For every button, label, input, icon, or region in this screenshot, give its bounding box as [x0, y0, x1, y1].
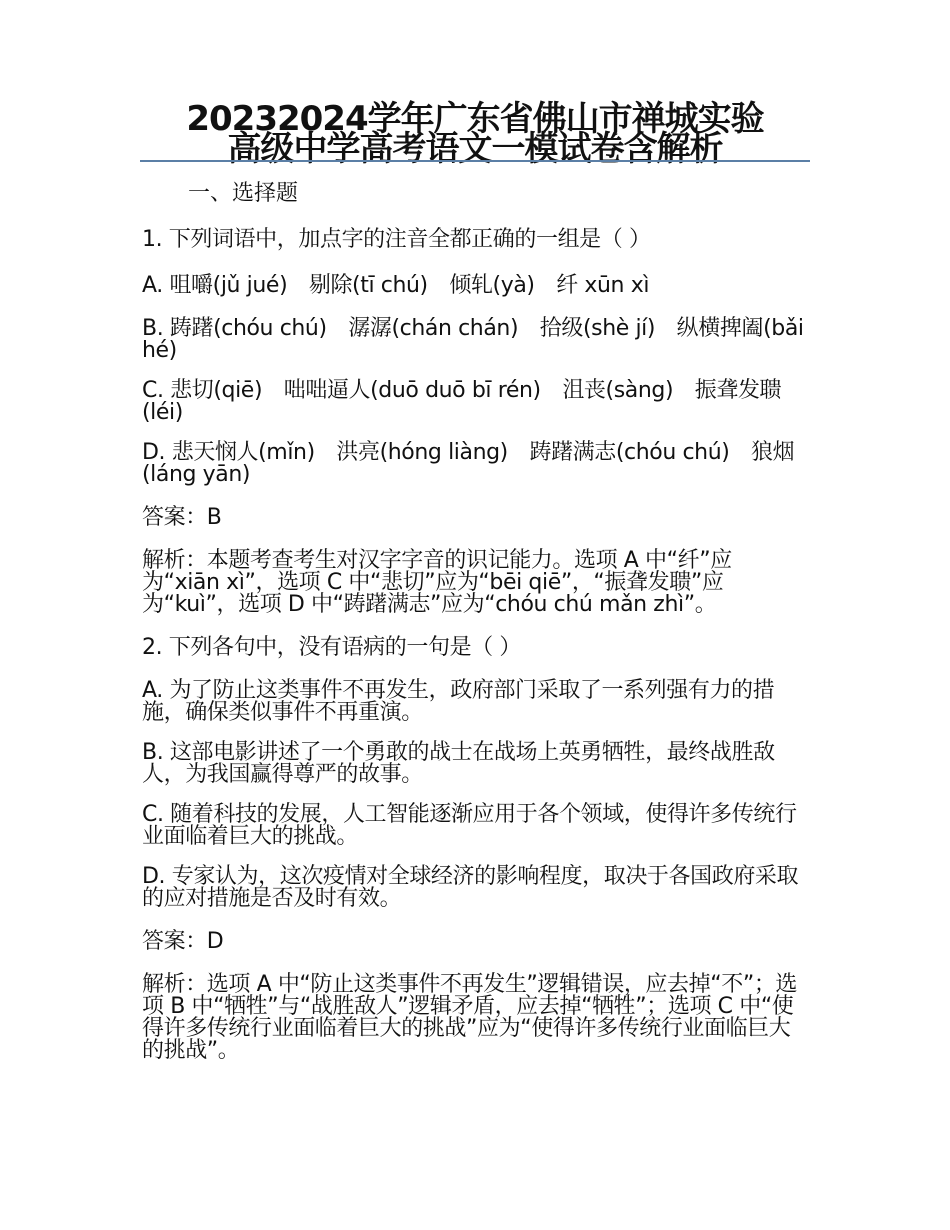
title-line-2: 高级中学高考语文一模试卷含解析 — [227, 129, 723, 169]
question-option: D. 专家认为，这次疫情对全球经济的影响程度，取决于各国政府采取的应对措施是否及时有效。 — [142, 864, 799, 911]
question-option: C. 悲切(qiē) 咄咄逼人(duō duō bī rén) 沮丧(sàng) 振聋发聩(léi) — [142, 378, 782, 425]
analysis-paragraph: 解析：选项 A 中“防止这类事件不再发生”逻辑错误，应去掉“不”；选项 B 中“牺牲”与“战胜敌人”逻辑矛盾，应去掉“牺牲”；选项 C 中“使得许多传统行业面临着巨大的挑战”应为“使得许多传统行业面临巨大的挑战”。 — [142, 972, 798, 1063]
answer-line: 答案：D — [142, 929, 224, 954]
question-option: D. 悲天悯人(mǐn) 洪亮(hóng liàng) 踌躇满志(chóu chú) 狼烟(láng yān) — [142, 440, 795, 487]
question-1 — [142, 226, 807, 616]
question-2 — [142, 634, 807, 1062]
question-option: B. 踌躇(chóu chú) 潺潺(chán chán) 拾级(shè jí) 纵横捭阖(bǎi hé) — [142, 316, 804, 363]
title-line-1: 20232024学年广东省佛山市禅城实验 — [186, 99, 764, 139]
question-stem: 1. 下列词语中，加点字的注音全都正确的一组是（ ） — [142, 227, 651, 252]
answer-line: 答案：B — [142, 505, 222, 530]
question-option: C. 随着科技的发展，人工智能逐渐应用于各个领域，使得许多传统行业面临着巨大的挑战。 — [142, 802, 797, 849]
document-title — [140, 99, 810, 169]
question-option: B. 这部电影讲述了一个勇敢的战士在战场上英勇牺牲，最终战胜敌人，为我国赢得尊严的故事。 — [142, 740, 775, 787]
section-heading: 一、选择题 — [188, 181, 299, 206]
question-option: A. 为了防止这类事件不再发生，政府部门采取了一系列强有力的措施，确保类似事件不再重演。 — [142, 678, 775, 725]
title-divider — [140, 160, 810, 162]
document-body — [142, 180, 807, 1080]
question-stem: 2. 下列各句中，没有语病的一句是（ ） — [142, 635, 521, 660]
analysis-paragraph: 解析：本题考查考生对汉字字音的识记能力。选项 A 中“纤”应为“xiān xì”，选项 C 中“悲切”应为“bēi qiē”，“振聋发聩”应为“kuì”，选项 D 中“踌躇满志”应为“chóu chú mǎn zhì”。 — [142, 548, 732, 617]
question-option: A. 咀嚼(jǔ jué) 剔除(tī chú) 倾轧(yà) 纤 xūn xì — [142, 273, 650, 298]
